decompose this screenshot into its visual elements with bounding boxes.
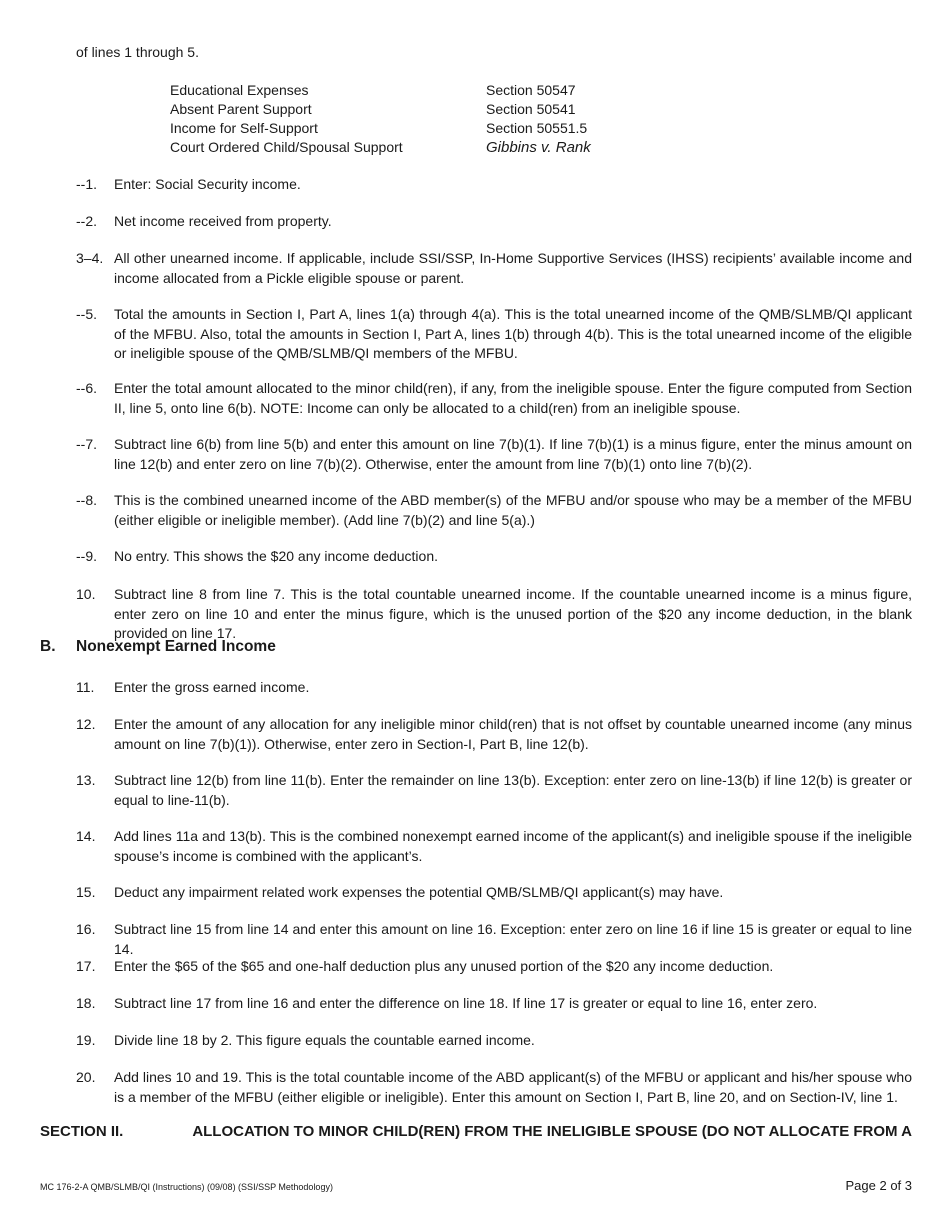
item-number: --8.: [76, 492, 97, 508]
expense-row: [170, 81, 591, 100]
item-text: Divide line 18 by 2. This figure equals the countable earned income.: [114, 1032, 535, 1048]
expense-reference: Gibbins v. Rank: [486, 139, 591, 156]
item-number: 20.: [76, 1069, 96, 1085]
instruction-item: [76, 957, 912, 977]
section-letter: B.: [40, 638, 56, 655]
item-number: --7.: [76, 436, 97, 452]
item-number: 15.: [76, 884, 96, 900]
instruction-item: [76, 249, 912, 288]
item-number: 14.: [76, 828, 96, 844]
item-text: Net income received from property.: [114, 213, 332, 229]
item-number: --6.: [76, 380, 97, 396]
expense-row: [170, 138, 591, 157]
expense-name: Court Ordered Child/Spousal Support: [170, 139, 403, 155]
item-number: 19.: [76, 1032, 96, 1048]
item-number: 11.: [76, 679, 95, 695]
item-number: 16.: [76, 921, 96, 937]
instruction-item: [76, 994, 912, 1014]
item-text: Enter the amount of any allocation for any ineligible minor child(ren) that is not offset by countable unearned income (any minus amount on line 7(b)(1)). Otherwise, enter zero in Section-I, Part B, line 12(b).: [114, 716, 912, 752]
item-number: --2.: [76, 213, 97, 229]
item-number: 13.: [76, 772, 96, 788]
instruction-item: [76, 827, 912, 866]
expense-name: Income for Self-Support: [170, 120, 318, 136]
expense-name: Educational Expenses: [170, 82, 309, 98]
instruction-item: [76, 212, 912, 232]
item-text: Enter the $65 of the $65 and one-half deduction plus any unused portion of the $20 any income deduction.: [114, 958, 774, 974]
instruction-item: [76, 678, 912, 698]
instruction-item: [76, 305, 912, 364]
instruction-item: [76, 379, 912, 418]
expense-reference: Section 50541: [486, 101, 576, 117]
expense-table: [170, 81, 591, 157]
item-number: 10.: [76, 586, 96, 602]
item-number: --5.: [76, 306, 97, 322]
item-text: Subtract line 15 from line 14 and enter this amount on line 16. Exception: enter zero on line 16 if line 15 is greater or equal to line 14.: [114, 921, 912, 957]
section-ii-heading: [40, 1123, 912, 1140]
item-text: Subtract line 8 from line 7. This is the total countable unearned income. If the countable unearned income is a minus figure, enter zero on line 10 and enter the minus figure, which is the unused portion of the $20 any income deduction, in the blank provided on line 17.: [114, 586, 912, 641]
item-number: --1.: [76, 176, 97, 192]
item-number: 12.: [76, 716, 96, 732]
instruction-item: [76, 771, 912, 810]
item-text: No entry. This shows the $20 any income deduction.: [114, 548, 438, 564]
instruction-item: [76, 1068, 912, 1107]
instruction-item: [76, 920, 912, 959]
item-text: Subtract line 12(b) from line 11(b). Enter the remainder on line 13(b). Exception: enter zero on line-13(b) if line 12(b) is greater or equal to line-11(b).: [114, 772, 912, 808]
instruction-item: [76, 715, 912, 754]
item-text: Subtract line 6(b) from line 5(b) and enter this amount on line 7(b)(1). If line 7(b)(1) is a minus figure, enter the minus amount on line 12(b) and enter zero on line 7(b)(2). Otherwise, enter the amount from line 7(b)(1) onto line 7(b)(2).: [114, 436, 912, 472]
instruction-item: [76, 491, 912, 530]
expense-reference: Section 50547: [486, 82, 576, 98]
item-text: Total the amounts in Section I, Part A, lines 1(a) through 4(a). This is the total unearned income of the QMB/SLMB/QI applicant of the MFBU. Also, total the amounts in Section I, Part A, lines 1(b) through 4(b). This is the total unearned income of the eligible or ineligible spouse of the QMB/SLMB/QI members of the MFBU.: [114, 306, 912, 361]
item-text: Enter the gross earned income.: [114, 679, 310, 695]
item-text: Add lines 10 and 19. This is the total countable income of the ABD applicant(s) of the MFBU or applicant and his/her spouse who is a member of the MFBU (either eligible or ineligible). Enter this amount on Section I, Part B, line 20, and on Section-IV, line 1.: [114, 1069, 912, 1105]
item-text: Enter the total amount allocated to the minor child(ren), if any, from the ineligible spouse. Enter the figure computed from Section II, line 5, onto line 6(b). NOTE: Income can only be allocated to a child(ren) from an ineligible spouse.: [114, 380, 912, 416]
item-text: This is the combined unearned income of the ABD member(s) of the MFBU and/or spouse who may be a member of the MFBU (either eligible or ineligible member). (Add line 7(b)(2) and line 5(a).): [114, 492, 912, 528]
expense-reference: Section 50551.5: [486, 120, 588, 136]
item-text: Subtract line 17 from line 16 and enter the difference on line 18. If line 17 is greater or equal to line 16, enter zero.: [114, 995, 818, 1011]
instruction-item: [76, 1031, 912, 1051]
page-number: Page 2 of 3: [845, 1178, 912, 1193]
intro-text: of lines 1 through 5.: [76, 44, 199, 60]
instruction-item: [76, 435, 912, 474]
section-heading: [40, 638, 276, 656]
item-number: 18.: [76, 995, 96, 1011]
expense-row: [170, 100, 591, 119]
item-text: Deduct any impairment related work expenses the potential QMB/SLMB/QI applicant(s) may have.: [114, 884, 724, 900]
form-footer-id: MC 176-2-A QMB/SLMB/QI (Instructions) (09/08) (SSI/SSP Methodology): [40, 1182, 333, 1192]
item-text: Add lines 11a and 13(b). This is the combined nonexempt earned income of the applicant(s) and ineligible spouse if the ineligible spouse’s income is combined with the applicant’s.: [114, 828, 912, 864]
instruction-item: [76, 585, 912, 644]
item-number: --9.: [76, 548, 97, 564]
expense-row: [170, 119, 591, 138]
item-text: All other unearned income. If applicable, include SSI/SSP, In-Home Supportive Services (IHSS) recipients’ available income and income allocated from a Pickle eligible spouse or parent.: [114, 250, 912, 286]
instruction-item: [76, 547, 912, 567]
section-ii-title: ALLOCATION TO MINOR CHILD(REN) FROM THE INELIGIBLE SPOUSE (DO NOT ALLOCATE FROM A: [192, 1123, 912, 1140]
item-number: 17.: [76, 958, 96, 974]
section-title: Nonexempt Earned Income: [76, 638, 276, 655]
section-ii-label: SECTION II.: [40, 1123, 124, 1140]
instruction-item: [76, 883, 912, 903]
item-number: 3–4.: [76, 250, 104, 266]
item-text: Enter: Social Security income.: [114, 176, 301, 192]
instruction-item: [76, 175, 912, 195]
expense-name: Absent Parent Support: [170, 101, 312, 117]
